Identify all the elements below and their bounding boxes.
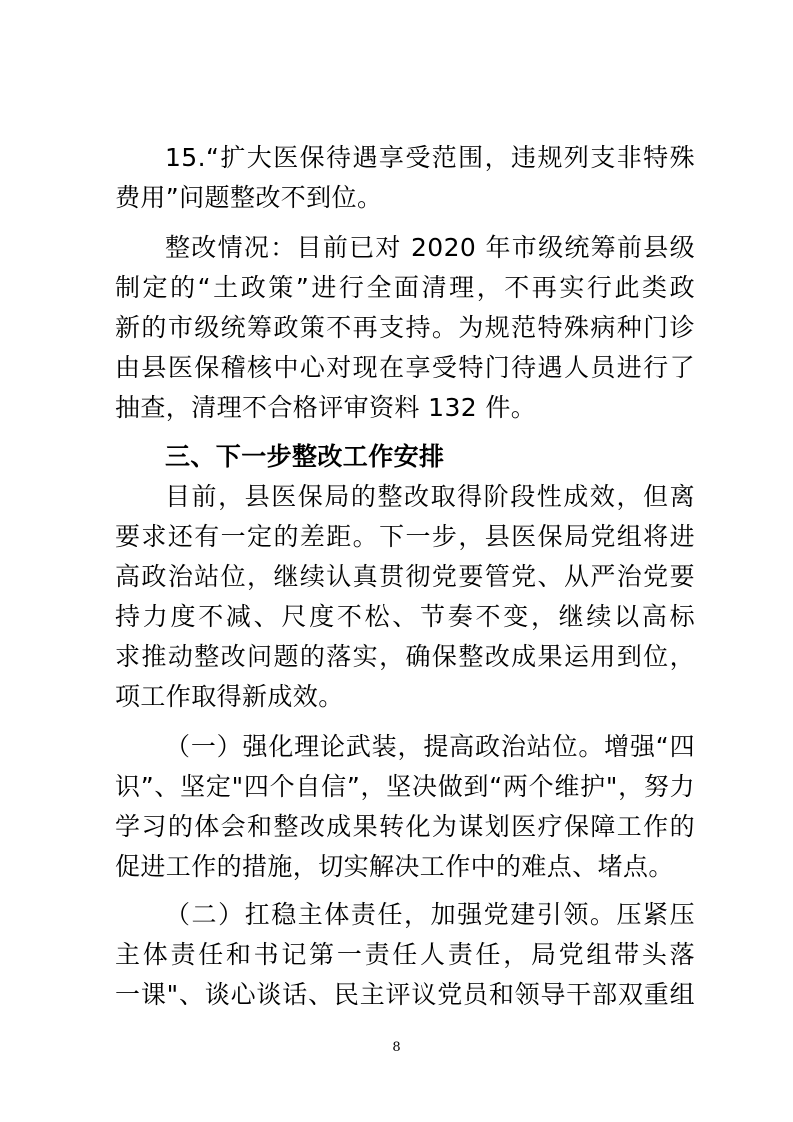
paragraph-line: 新的市级统筹政策不再支持。为规范特殊病种门诊: [115, 313, 695, 342]
paragraph-line: 促进工作的措施，切实解决工作中的难点、堵点。: [115, 852, 674, 881]
paragraph-line: （一）强化理论武装，提高政治站位。增强“四: [165, 732, 695, 761]
paragraph-line: 学习的体会和整改成果转化为谋划医疗保障工作的: [115, 812, 695, 841]
paragraph-line: （二）扛稳主体责任，加强党建引领。压紧压: [165, 900, 695, 929]
page-number: 8: [392, 1040, 401, 1055]
paragraph-line: 抽查，清理不合格评审资料 132 件。: [115, 393, 537, 422]
paragraph-line: 要求还有一定的差距。下一步，县医保局党组将进: [115, 522, 695, 551]
paragraph-line: 持力度不减、尺度不松、节奏不变，继续以高标: [115, 602, 695, 631]
paragraph-line: 主体责任和书记第一责任人责任，局党组带头落: [115, 940, 695, 969]
paragraph-line: 目前，县医保局的整改取得阶段性成效，但离: [165, 482, 695, 511]
section-heading: 三、下一步整改工作安排: [165, 442, 445, 471]
paragraph-line: 一课"、谈心谈话、民主评议党员和领导干部双重组: [115, 980, 695, 1009]
paragraph-line: 整改情况：目前已对 2020 年市级统筹前县级: [165, 233, 695, 262]
paragraph-line: 制定的“土政策”进行全面清理，不再实行此类政: [115, 273, 695, 302]
paragraph-line: 识”、坚定"四个自信”，坚决做到“两个维护"，努力: [115, 772, 695, 801]
paragraph-line: 项工作取得新成效。: [115, 682, 344, 711]
paragraph-line: 求推动整改问题的落实，确保整改成果运用到位，: [115, 642, 695, 671]
paragraph-line: 由县医保稽核中心对现在享受特门待遇人员进行了: [115, 353, 695, 382]
paragraph-line: 费用”问题整改不到位。: [115, 183, 383, 212]
paragraph-line: 15.“扩大医保待遇享受范围，违规列支非特殊: [165, 143, 695, 172]
paragraph-line: 高政治站位，继续认真贯彻党要管党、从严治党要: [115, 562, 695, 591]
